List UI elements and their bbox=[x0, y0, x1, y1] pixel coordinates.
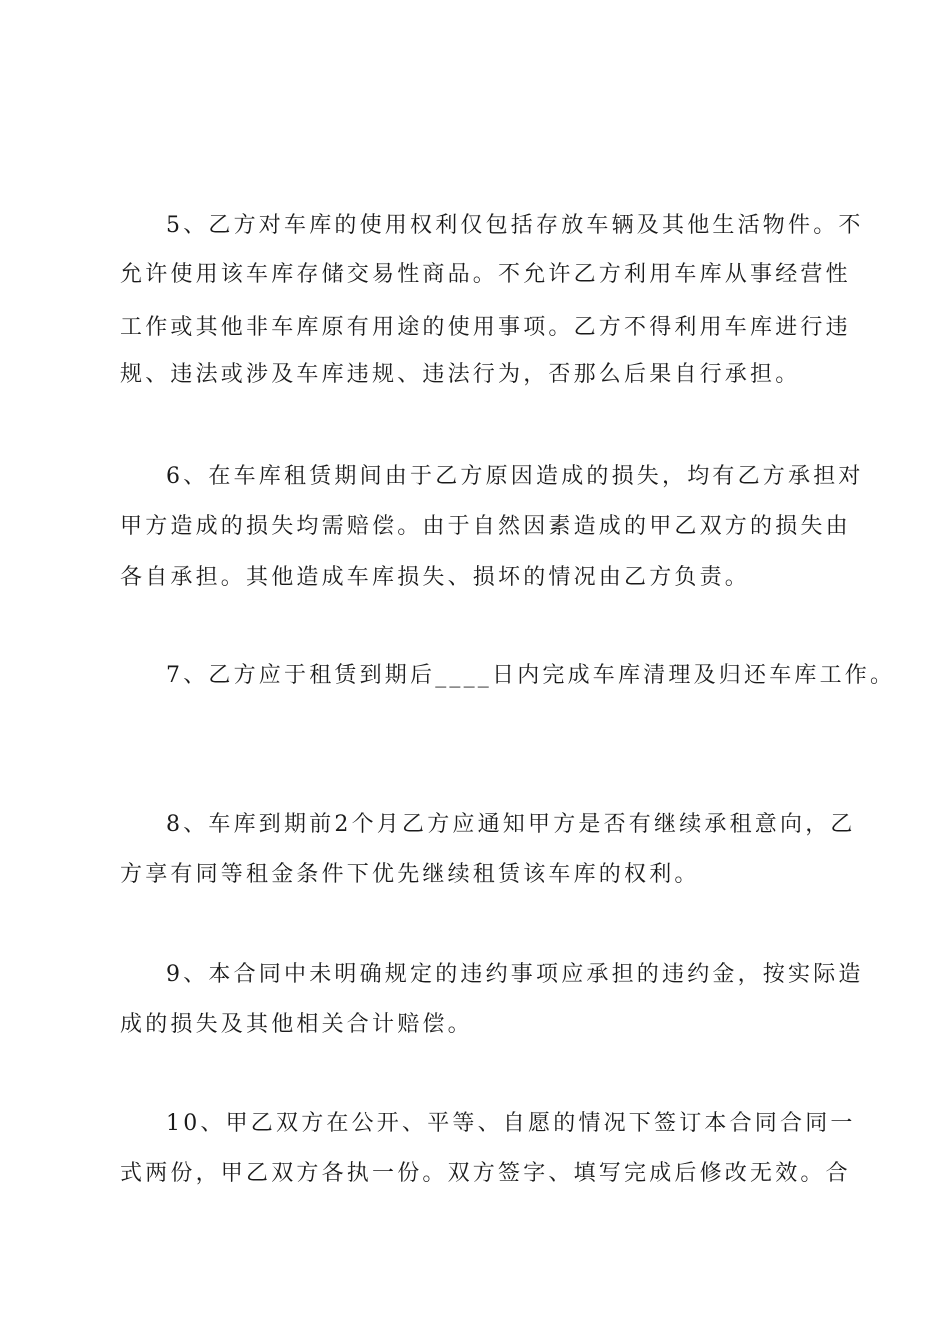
clause-8-line-2: 方享有同等租金条件下优先继续租赁该车库的权利。 bbox=[120, 862, 700, 887]
clause-6-line-2: 甲方造成的损失均需赔偿。由于自然因素造成的甲乙双方的损失由 bbox=[120, 514, 851, 539]
clause-5-line-3: 工作或其他非车库原有用途的使用事项。乙方不得利用车库进行违 bbox=[120, 315, 851, 340]
clause-6-line-3: 各自承担。其他造成车库损失、损坏的情况由乙方负责。 bbox=[120, 565, 751, 590]
clause-5-line-1: 5、乙方对车库的使用权利仅包括存放车辆及其他生活物件。不 bbox=[166, 213, 864, 238]
clause-10-line-2: 式两份，甲乙双方各执一份。双方签字、填写完成后修改无效。合 bbox=[120, 1161, 851, 1186]
clause-5-line-4: 规、违法或涉及车库违规、违法行为，否那么后果自行承担。 bbox=[120, 362, 801, 387]
clause-8-line-1: 8、车库到期前2个月乙方应通知甲方是否有继续承租意向，乙 bbox=[166, 812, 856, 837]
clause-7-line-1: 7、乙方应于租赁到期后____日内完成车库清理及归还车库工作。 bbox=[166, 663, 896, 688]
clause-9-line-1: 9、本合同中未明确规定的违约事项应承担的违约金，按实际造 bbox=[166, 962, 864, 987]
clause-5-line-2: 允许使用该车库存储交易性商品。不允许乙方利用车库从事经营性 bbox=[120, 262, 851, 287]
clause-10-line-1: 10、甲乙双方在公开、平等、自愿的情况下签订本合同合同一 bbox=[166, 1111, 856, 1136]
clause-9-line-2: 成的损失及其他相关合计赔偿。 bbox=[120, 1012, 473, 1037]
clause-6-line-1: 6、在车库租赁期间由于乙方原因造成的损失，均有乙方承担对 bbox=[166, 464, 864, 489]
